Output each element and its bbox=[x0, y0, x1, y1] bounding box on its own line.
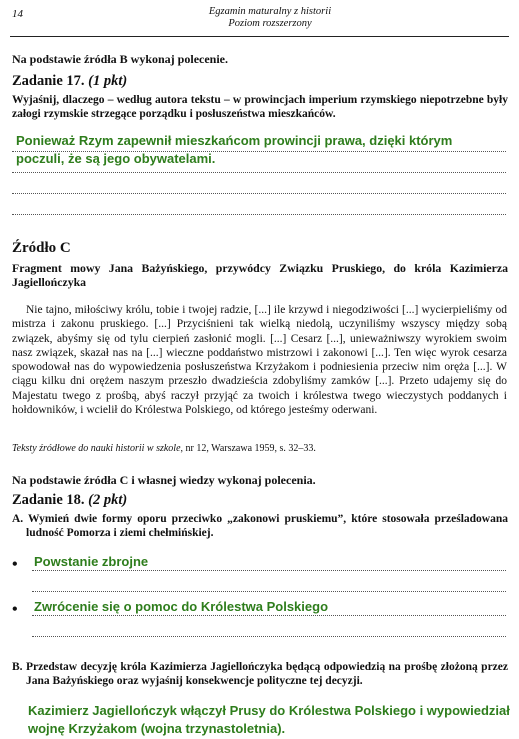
task-17-answer-line-1[interactable]: Ponieważ Rzym zapewnił mieszkańcom prowincji prawa, dzięki którym bbox=[16, 133, 453, 148]
source-c-instruction: Na podstawie źródła C i własnej wiedzy wykonaj polecenia. bbox=[12, 473, 316, 487]
task-18-answer-a1[interactable]: Powstanie zbrojne bbox=[34, 554, 149, 569]
task-17-label: Zadanie 17. bbox=[12, 73, 85, 89]
citation-title: Teksty źródłowe do nauki historii w szkole bbox=[12, 443, 181, 454]
citation-details: , nr 12, Warszawa 1959, s. 32–33. bbox=[180, 443, 316, 454]
answer-line bbox=[32, 591, 506, 592]
task-17-question: Wyjaśnij, dlaczego – według autora tekstu – w prowincjach imperium rzymskiego niepotrzebne były załogi rzymskie strzegące porządku i posłuszeństwa mieszkańców. bbox=[12, 94, 508, 120]
answer-line bbox=[12, 214, 506, 215]
source-c-citation bbox=[12, 443, 316, 454]
bullet-1: • bbox=[12, 556, 18, 573]
answer-line bbox=[32, 570, 506, 571]
task-17-points: (1 pkt) bbox=[88, 73, 128, 89]
answer-line bbox=[32, 636, 506, 637]
bullet-2: • bbox=[12, 601, 18, 618]
header-divider bbox=[10, 36, 509, 37]
source-c-body: Nie tajno, miłościwy królu, tobie i twojej radzie, [...] ile krzywd i niegodziwości [...] wycierpieliśmy od mistrza i zakonu pruskiego. [...] Przyciśnieni tak wielką niedolą, uczyniliśmy wszyscy między sobą związek, abyśmy się od tylu cierpień zasłonić mogli. [...] Cesarz [...], unieważniwszy wyrokiem swoim nasz związek, skazał nas na [...] wieczne poddaństwo mistrzowi i zakonowi [...]. Ten więc wyrok cesarza spowodował nas do wypowiedzenia posłuszeństwa Krzyżakom i podniesienia przeciw nim oręża [...]. W ciągu kilku dni orężem naszym przeszło dwadzieścia zdobyliśmy zamków [...]. Przeto udajemy się do Majestatu twego z prośbą, abyś raczył przyjąć za twoich i królestwa twego wieczystych poddanych i hołdowników, i wcielił do Królestwa Polskiego, od którego jesteśmy oderwani. bbox=[12, 304, 507, 417]
source-c-subtitle: Fragment mowy Jana Bażyńskiego, przywódcy Związku Pruskiego, do króla Kazimierza Jagiellończyka bbox=[12, 261, 508, 289]
task-18-label: Zadanie 18. bbox=[12, 492, 85, 508]
page-header bbox=[140, 6, 400, 30]
task-17-title bbox=[12, 73, 127, 90]
task-18-title bbox=[12, 492, 127, 509]
exam-title: Egzamin maturalny z historii bbox=[208, 6, 332, 17]
task-18-points: (2 pkt) bbox=[88, 492, 128, 508]
task-18-part-b: B. Przedstaw decyzję króla Kazimierza Jagiellończyka będącą odpowiedzią na prośbę złożoną przez Jana Bażyńskiego oraz wyjaśnij konsekwencje polityczne tej decyzji. bbox=[12, 661, 508, 687]
task-17-answer-line-2[interactable]: poczuli, że są jego obywatelami. bbox=[16, 151, 216, 166]
answer-line bbox=[12, 172, 506, 173]
task-18-part-a: A. Wymień dwie formy oporu przeciwko „zakonowi pruskiemu”, które stosowała prześladowana ludność Pomorza i ziemi chełmińskiej. bbox=[12, 513, 508, 539]
task-18-answer-b-line-2[interactable]: wojnę Krzyżakom (wojna trzynastoletnia). bbox=[28, 721, 286, 736]
answer-line bbox=[12, 193, 506, 194]
source-c-title: Źródło C bbox=[12, 240, 71, 256]
source-b-instruction: Na podstawie źródła B wykonaj polecenie. bbox=[12, 52, 228, 66]
page-number: 14 bbox=[12, 8, 23, 20]
task-18-answer-b-line-1[interactable]: Kazimierz Jagiellończyk włączył Prusy do Królestwa Polskiego i wypowiedział bbox=[28, 703, 510, 718]
exam-level: Poziom rozszerzony bbox=[228, 18, 312, 29]
task-18-answer-a2[interactable]: Zwrócenie się o pomoc do Królestwa Polskiego bbox=[34, 599, 329, 614]
answer-line bbox=[32, 615, 506, 616]
